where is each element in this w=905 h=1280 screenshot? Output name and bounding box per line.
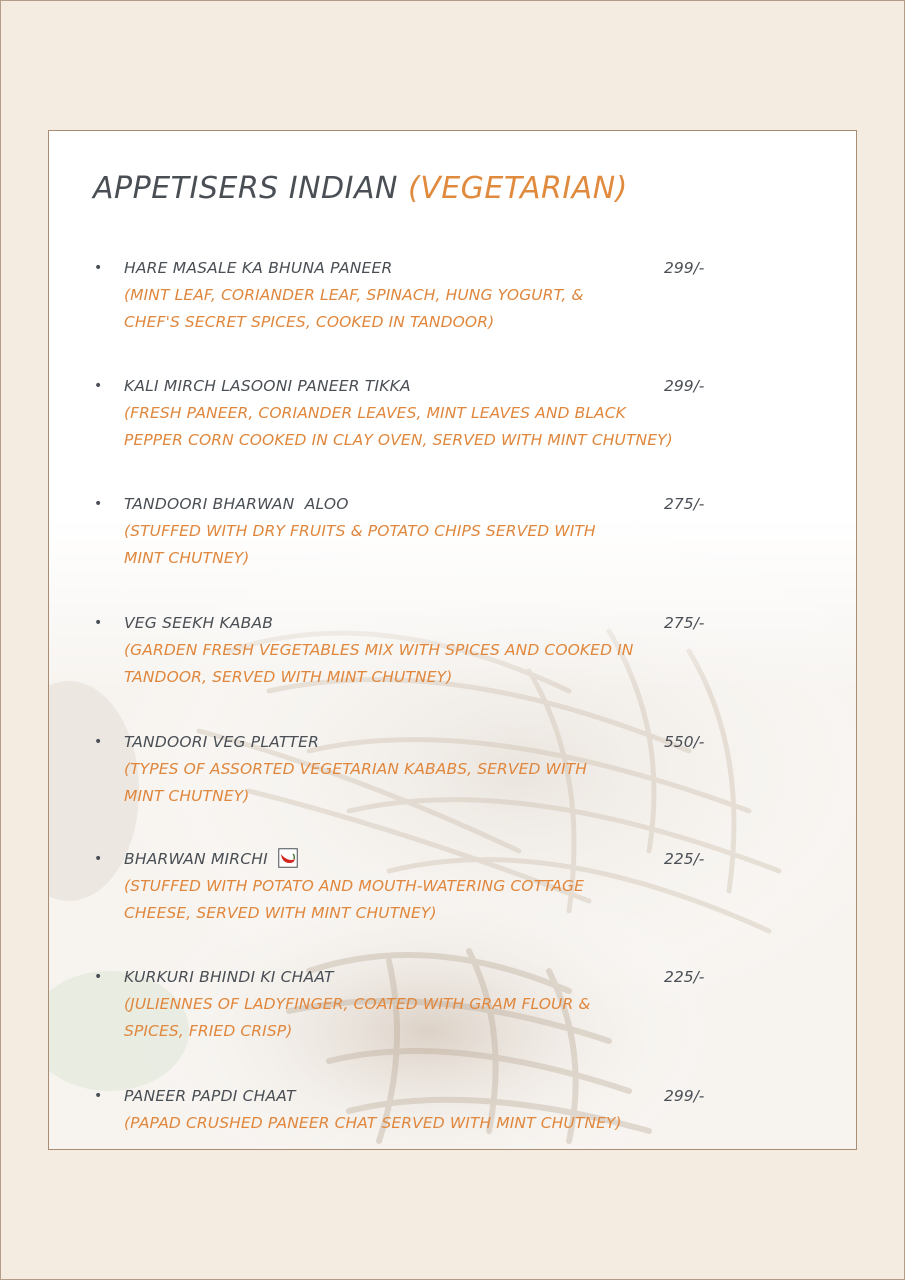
item-price: 275/- xyxy=(664,614,705,632)
item-description xyxy=(124,873,729,927)
item-description xyxy=(124,518,729,572)
item-price: 299/- xyxy=(664,377,705,395)
title-accent: (VEGETARIAN) xyxy=(408,171,628,206)
description-line: (JULIENNES OF LADYFINGER, COATED WITH GRAM FLOUR & xyxy=(124,995,591,1013)
bullet: • xyxy=(94,1088,103,1104)
item-price: 299/- xyxy=(664,1087,705,1105)
item-price: 275/- xyxy=(664,495,705,513)
chili-icon xyxy=(278,848,298,868)
item-price: 225/- xyxy=(664,850,705,868)
item-name: HARE MASALE KA BHUNA PANEER xyxy=(124,259,393,277)
item-name: VEG SEEKH KABAB xyxy=(124,614,274,632)
item-description xyxy=(124,637,729,691)
item-name-text: BHARWAN MIRCHI xyxy=(124,850,268,868)
description-line: TANDOOR, SERVED WITH MINT CHUTNEY) xyxy=(124,668,453,686)
description-line: (FRESH PANEER, CORIANDER LEAVES, MINT LEAVES AND BLACK xyxy=(124,404,626,422)
bullet: • xyxy=(94,378,103,394)
item-description xyxy=(124,400,729,454)
item-name: TANDOORI VEG PLATTER xyxy=(124,733,320,751)
item-price: 225/- xyxy=(664,968,705,986)
bullet: • xyxy=(94,260,103,276)
description-line: (MINT LEAF, CORIANDER LEAF, SPINACH, HUNG YOGURT, & xyxy=(124,286,584,304)
title-main: APPETISERS INDIAN xyxy=(93,171,408,206)
description-line: PEPPER CORN COOKED IN CLAY OVEN, SERVED WITH MINT CHUTNEY) xyxy=(124,431,673,449)
item-name: KURKURI BHINDI KI CHAAT xyxy=(124,968,334,986)
menu-item-list xyxy=(49,131,856,1149)
item-price: 550/- xyxy=(664,733,705,751)
item-description xyxy=(124,1110,729,1137)
item-name xyxy=(124,848,298,870)
bullet: • xyxy=(94,969,103,985)
description-line: (TYPES OF ASSORTED VEGETARIAN KABABS, SERVED WITH xyxy=(124,760,587,778)
description-line: (STUFFED WITH POTATO AND MOUTH-WATERING COTTAGE xyxy=(124,877,585,895)
item-name: KALI MIRCH LASOONI PANEER TIKKA xyxy=(124,377,411,395)
description-line: CHEF'S SECRET SPICES, COOKED IN TANDOOR) xyxy=(124,313,495,331)
item-description xyxy=(124,991,729,1045)
description-line: (STUFFED WITH DRY FRUITS & POTATO CHIPS SERVED WITH xyxy=(124,522,596,540)
bullet: • xyxy=(94,496,103,512)
item-description xyxy=(124,756,729,810)
item-description xyxy=(124,282,729,336)
bullet: • xyxy=(94,615,103,631)
item-name: PANEER PAPDI CHAAT xyxy=(124,1087,296,1105)
item-name: TANDOORI BHARWAN ALOO xyxy=(124,495,349,513)
bullet: • xyxy=(94,851,103,867)
item-price: 299/- xyxy=(664,259,705,277)
description-line: (GARDEN FRESH VEGETABLES MIX WITH SPICES AND COOKED IN xyxy=(124,641,634,659)
bullet: • xyxy=(94,734,103,750)
description-line: MINT CHUTNEY) xyxy=(124,787,250,805)
menu-card xyxy=(48,130,857,1150)
description-line: CHEESE, SERVED WITH MINT CHUTNEY) xyxy=(124,904,437,922)
description-line: SPICES, FRIED CRISP) xyxy=(124,1022,293,1040)
description-line: (PAPAD CRUSHED PANEER CHAT SERVED WITH MINT CHUTNEY) xyxy=(124,1114,622,1132)
description-line: MINT CHUTNEY) xyxy=(124,549,250,567)
